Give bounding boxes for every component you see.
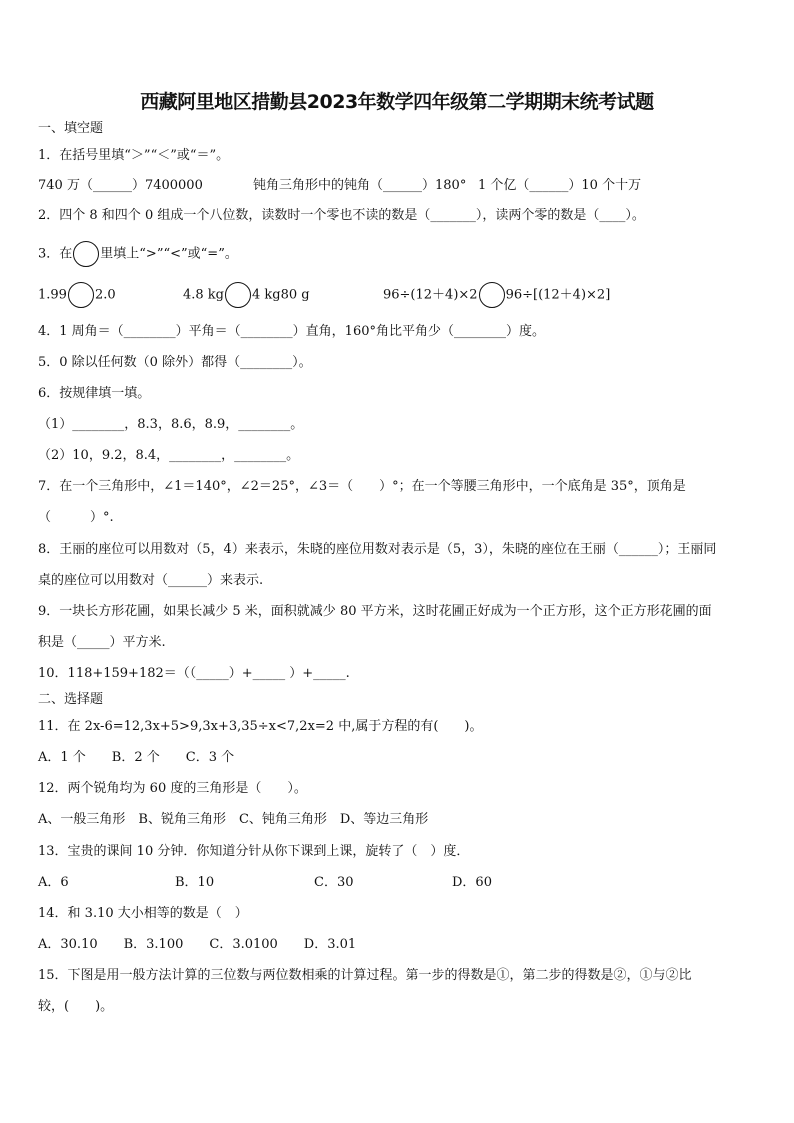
question-11-options: A．1 个 B．2 个 C．3 个 [38, 750, 235, 765]
question-7-line-1: 7．在一个三角形中，∠1＝140°，∠2＝25°，∠3＝（ ）°；在一个等腰三角形中，一个底角是 35°，顶角是 [38, 479, 686, 494]
answer-circle [68, 282, 94, 308]
question-1-item-a: 740 万（______）7400000 [38, 178, 203, 193]
question-11-stem: 11．在 2x-6=12,3x+5>9,3x+3,35÷x<7,2x=2 中,属于方程的有( )。 [38, 719, 483, 734]
question-7-line-2: （ ）°. [38, 510, 114, 525]
question-3-stem-start: 3．在 [38, 246, 73, 262]
answer-circle [73, 241, 99, 267]
comparison-right: 2.0 [94, 287, 116, 303]
question-3-item-c [383, 282, 610, 308]
question-2: 2．四个 8 和四个 0 组成一个八位数，读数时一个零也不读的数是（_______），读两个零的数是（____）。 [38, 208, 645, 223]
question-6-part-1: （1）________，8.3，8.6，8.9，________。 [38, 417, 304, 432]
question-6-stem: 6．按规律填一填。 [38, 386, 151, 401]
section-heading-multiple-choice: 二、选择题 [38, 692, 104, 707]
question-14-stem: 14．和 3.10 大小相等的数是（ ） [38, 906, 248, 921]
question-3-stem [38, 241, 238, 267]
question-3-item-b [183, 282, 310, 308]
question-12-stem: 12．两个锐角均为 60 度的三角形是（ ）。 [38, 781, 307, 796]
question-3-item-a [38, 282, 116, 308]
comparison-right: 96÷[(12＋4)×2] [505, 287, 611, 303]
question-13-option-b: B．10 [175, 875, 215, 890]
question-1-item-b: 钝角三角形中的钝角（______）180° [253, 178, 467, 193]
question-13-option-a: A．6 [38, 875, 69, 890]
question-3-stem-end: 里填上“>”“<”或“=”。 [100, 246, 238, 262]
question-1-item-c: 1 个亿（______）10 个十万 [478, 178, 642, 193]
question-8-line-2: 桌的座位可以用数对（______）来表示. [38, 573, 264, 588]
question-9-line-2: 积是（_____）平方米. [38, 635, 166, 650]
comparison-left: 1.99 [38, 287, 67, 303]
question-12-options: A、一般三角形 B、锐角三角形 C、钝角三角形 D、等边三角形 [38, 812, 429, 827]
comparison-right: 4 kg80 g [252, 287, 310, 303]
question-14-options: A．30.10 B．3.100 C．3.0100 D．3.01 [38, 937, 357, 952]
question-1-stem: 1．在括号里填“＞”“＜”或“＝”。 [38, 148, 230, 163]
question-10: 10．118+159+182＝（（_____）+_____ ）+_____. [38, 666, 350, 681]
answer-circle [479, 282, 505, 308]
question-15-line-1: 15．下图是用一般方法计算的三位数与两位数相乘的计算过程。第一步的得数是①，第二步的得数是②，①与②比 [38, 968, 692, 983]
question-13-option-c: C．30 [314, 875, 354, 890]
question-13-stem: 13．宝贵的课间 10 分钟．你知道分针从你下课到上课，旋转了（ ）度． [38, 844, 470, 859]
answer-circle [225, 282, 251, 308]
comparison-left: 4.8 kg [183, 287, 225, 303]
question-9-line-1: 9．一块长方形花圃，如果长减少 5 米，面积就减少 80 平方米，这时花圃正好成为一个正方形，这个正方形花圃的面 [38, 604, 712, 619]
question-5: 5．0 除以任何数（0 除外）都得（________）。 [38, 355, 312, 370]
question-4: 4．1 周角＝（________）平角＝（________）直角，160°角比平角少（________）度。 [38, 324, 545, 339]
question-8-line-1: 8．王丽的座位可以用数对（5，4）来表示，朱晓的座位用数对表示是（5，3），朱晓的座位在王丽（______）；王丽同 [38, 542, 717, 557]
section-heading-fill-blank: 一、填空题 [38, 121, 104, 136]
question-6-part-2: （2）10，9.2，8.4，________，________。 [38, 448, 300, 463]
page-title: 西藏阿里地区措勤县2023年数学四年级第二学期期末统考试题 [140, 91, 654, 113]
question-13-option-d: D．60 [452, 875, 492, 890]
comparison-left: 96÷(12＋4)×2 [383, 287, 478, 303]
question-15-line-2: 较，( )。 [38, 999, 114, 1014]
